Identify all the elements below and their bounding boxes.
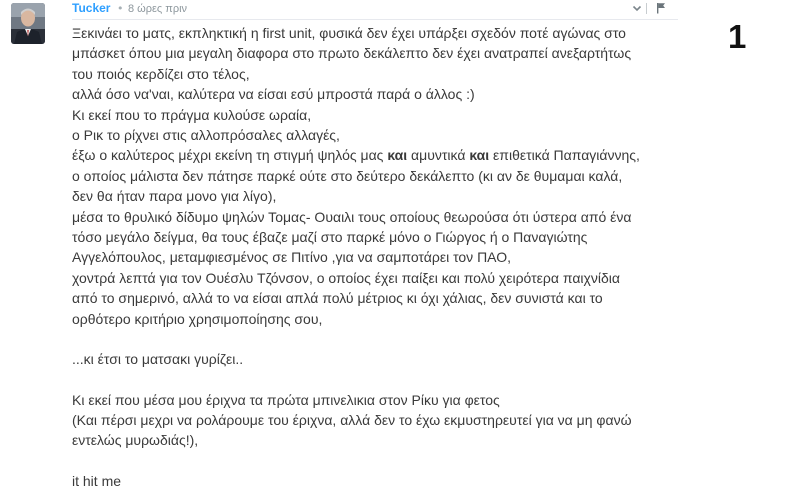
paragraph-4 xyxy=(72,390,702,451)
text-line: από το σημερινό, αλλά το να είσαι απλά πολύ μέτριος κι όχι χάλιας, δεν συνιστά και το xyxy=(72,290,603,307)
paragraph-gap xyxy=(72,451,702,471)
avatar[interactable] xyxy=(11,3,45,44)
text-line: χοντρά λεπτά για τον Ουέσλυ Τζόνσον, ο οποίος έχει παίξει και πολύ χειρότερα παιχνίδια xyxy=(72,269,620,286)
paragraph-1 xyxy=(72,23,702,145)
text-line: ...κι έτσι το ματσακι γυρίζει.. xyxy=(72,351,244,368)
header-separator: • xyxy=(116,2,124,15)
header-rule xyxy=(72,19,678,20)
comment-header xyxy=(72,0,187,16)
paragraph-3 xyxy=(72,349,702,369)
flag-icon[interactable] xyxy=(656,2,666,14)
user-avatar-image xyxy=(11,3,45,44)
text-fragment: αμυντικά xyxy=(407,147,470,164)
text-line: αλλά όσο να'ναι, καλύτερα να είσαι εσύ μπροστά παρά ο άλλος :) xyxy=(72,86,475,103)
text-fragment: έξω ο καλύτερος μέχρι εκείνη τη στιγμή ψηλός μας xyxy=(72,147,388,164)
paragraph-2 xyxy=(72,166,702,329)
text-line: Κι εκεί που το πράγμα κυλούσε ωραία, xyxy=(72,106,312,123)
text-line: μπάσκετ όπου μια μεγαλη διαφορα στο πρωτο δεκάλεπτο δεν έχει ανατραπεί ανεξαρτήτως xyxy=(72,45,632,62)
text-line: Ξεκινάει το ματς, εκπληκτική η first unit, φυσικά δεν έχει υπάρξει σχεδόν ποτέ αγώνας στο xyxy=(72,25,626,41)
text-line: Αγγελόπουλος, μεταμφιεσμένος σε Πιτίνο ,για να σαμποτάρει τον ΠΑΟ, xyxy=(72,249,512,266)
text-line: Κι εκεί που μέσα μου έριχνα τα πρώτα μπινελικια στον Ρίκυ για φετος xyxy=(72,391,500,408)
comment-body xyxy=(72,23,702,491)
paragraph-5 xyxy=(72,471,702,491)
text-line: (Και πέρσι μεχρι να ρολάρουμε του έριχνα, αλλά δεν το έχω εκμυστηρευτεί για να μη φανώ xyxy=(72,411,632,428)
bold-fragment: και xyxy=(387,147,408,164)
text-line: it hit me xyxy=(72,472,122,489)
text-fragment: επιθετικά Παπαγιάννης, xyxy=(489,147,640,164)
text-line: του ποιός κερδίζει στο τέλος, xyxy=(72,65,250,82)
vote-count: 1 xyxy=(728,18,747,55)
timestamp[interactable]: 8 ώρες πριν xyxy=(127,3,188,15)
chevron-down-icon[interactable] xyxy=(631,2,643,14)
text-line: ορθότερο κριτήριο χρησιμοποίησης σου, xyxy=(72,310,323,327)
text-line: τόσο μεγάλο δείγμα, θα τους έβαζε μαζί στο παρκέ μόνο ο Γιώργος ή ο Παναγιώτης xyxy=(72,229,588,246)
author-name[interactable]: Tucker xyxy=(72,1,111,15)
paragraph-gap xyxy=(72,329,702,349)
text-line: εντελώς μυρωδιάς!), xyxy=(72,432,199,449)
text-line: ο οποίος μάλιστα δεν πάτησε παρκέ ούτε στο δεύτερο δεκάλεπτο (κι αν δε θυμαμαι καλά, xyxy=(72,167,623,184)
text-line: μέσα το θρυλικό δίδυμο ψηλών Τομας- Ουαιλι τους οποίους θεωρούσα ότι ύστερα από ένα xyxy=(72,208,632,225)
text-line: δεν θα ήταν παρα μονο για λίγο), xyxy=(72,188,277,205)
paragraph-gap xyxy=(72,370,702,390)
header-divider xyxy=(646,3,647,14)
text-line: ο Ρικ το ρίχνει στις αλλοπρόσαλες αλλαγές, xyxy=(72,127,340,144)
text-line-bold-mixed xyxy=(72,145,702,165)
bold-fragment: και xyxy=(469,147,490,164)
